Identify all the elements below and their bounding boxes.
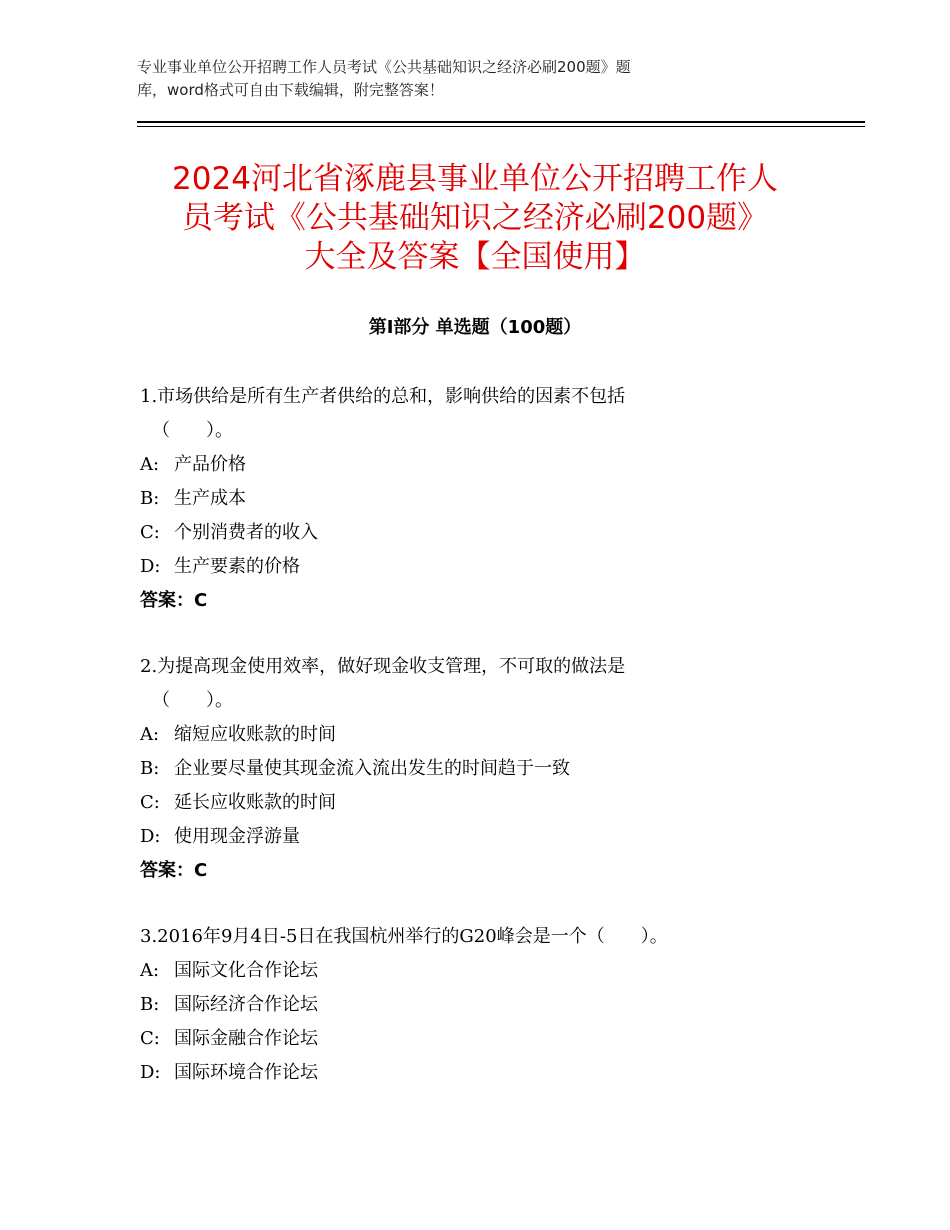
option-c [140,786,820,820]
option-text: 生产要素的价格 [174,556,300,577]
header-note-line-2: 库，word格式可自由下载编辑，附完整答案！ [137,81,444,99]
question-stem [140,920,820,954]
header-divider-thick [137,121,865,123]
option-text: 生产成本 [174,488,246,509]
option-text: 缩短应收账款的时间 [174,724,336,745]
option-text: 国际文化合作论坛 [174,960,318,981]
option-letter: D: [140,826,161,847]
header-divider-thin [137,126,865,127]
question-stem-text: 1.市场供给是所有生产者供给的总和，影响供给的因素不包括 [140,386,626,407]
option-letter: B: [140,994,160,1015]
question-blank: （ ）。 [152,690,233,711]
option-letter: C: [140,522,160,543]
option-a [140,448,820,482]
option-text: 产品价格 [174,454,246,475]
question-2 [140,650,820,888]
option-letter: A: [140,454,160,475]
option-c [140,1022,820,1056]
option-d [140,1056,820,1090]
option-text: 使用现金浮游量 [174,826,300,847]
question-stem-text: 3.2016年9月4日-5日在我国杭州举行的G20峰会是一个（ ）。 [140,926,668,947]
option-letter: D: [140,1062,161,1083]
option-letter: A: [140,724,160,745]
option-text: 延长应收账款的时间 [174,792,336,813]
title-line-3: 大全及答案【全国使用】 [304,239,646,275]
question-stem [140,650,820,718]
title-line-2: 员考试《公共基础知识之经济必刷200题》 [181,200,769,236]
question-blank: （ ）。 [152,420,233,441]
question-stem [140,380,820,448]
option-a [140,954,820,988]
option-letter: C: [140,1028,160,1049]
answer: 答案：C [140,590,208,611]
option-letter: A: [140,960,160,981]
header-note-line-1: 专业事业单位公开招聘工作人员考试《公共基础知识之经济必刷200题》题 [137,58,631,76]
option-d [140,820,820,854]
option-d [140,550,820,584]
question-stem-text: 2.为提高现金使用效率，做好现金收支管理，不可取的做法是 [140,656,626,677]
option-b [140,482,820,516]
option-b [140,988,820,1022]
option-text: 企业要尽量使其现金流入流出发生的时间趋于一致 [174,758,570,779]
option-text: 国际金融合作论坛 [174,1028,318,1049]
question-1 [140,380,820,618]
option-letter: D: [140,556,161,577]
section-heading: 第Ⅰ部分 单选题（100题） [368,317,582,338]
option-c [140,516,820,550]
option-letter: B: [140,488,160,509]
option-letter: B: [140,758,160,779]
question-3 [140,920,820,1090]
answer: 答案：C [140,860,208,881]
title-line-1: 2024河北省涿鹿县事业单位公开招聘工作人 [172,161,778,197]
option-letter: C: [140,792,160,813]
option-text: 个别消费者的收入 [174,522,318,543]
option-text: 国际环境合作论坛 [174,1062,318,1083]
option-text: 国际经济合作论坛 [174,994,318,1015]
question-list [140,380,820,1122]
option-a [140,718,820,752]
option-b [140,752,820,786]
header-note [137,56,817,102]
document-title [120,160,830,277]
